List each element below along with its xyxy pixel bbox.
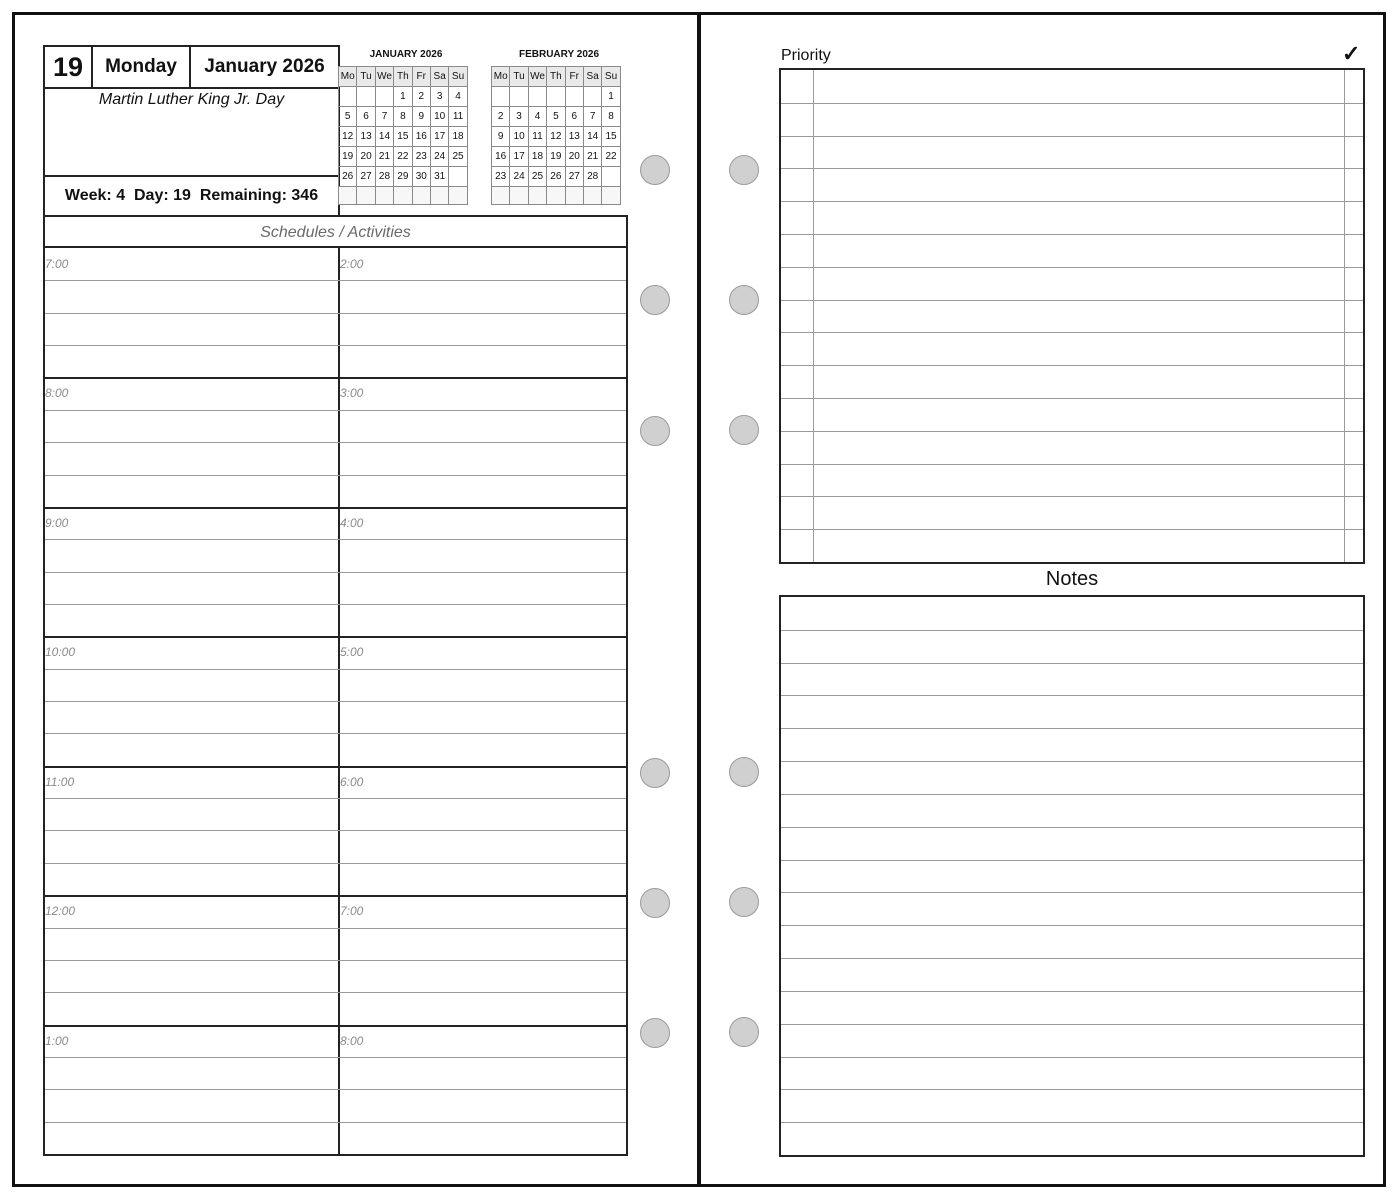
schedule-rule-line [45,863,626,864]
calendar-day-cell: 25 [528,167,546,187]
calendar-day-cell: 1 [394,87,412,107]
rule-line [781,431,1363,432]
time-label-right: 6:00 [340,774,364,789]
schedule-rule-line [45,960,626,961]
schedule-rule-line [45,280,626,281]
time-label-left: 1:00 [45,1033,69,1048]
calendar-day-cell: 18 [528,147,546,167]
right-page [698,12,1386,1187]
calendar-day-cell: 2 [412,87,430,107]
calendar-day-cell: 23 [492,167,510,187]
rule-line [781,300,1363,301]
calendar-day-cell: 11 [528,127,546,147]
rule-line [781,529,1363,530]
weekday-header: Mo [339,67,357,87]
time-label-left: 7:00 [45,257,69,271]
calendar-day-cell: 22 [394,147,412,167]
calendar-day-cell: 31 [430,167,448,187]
rule-line [781,827,1363,828]
calendar-day-cell: 22 [602,147,620,167]
rule-line [781,663,1363,664]
calendar-day-cell: 20 [565,147,583,167]
calendar-day-cell: 18 [449,127,467,147]
calendar-day-cell: 20 [357,147,375,167]
schedule-rule-line [45,442,626,443]
rule-line [781,464,1363,465]
time-label-right: 5:00 [340,645,364,660]
calendar-day-cell: 9 [492,127,510,147]
calendar-day-cell: 23 [412,147,430,167]
weekday-header: Th [394,67,412,87]
remaining-label: Remaining: [199,187,287,204]
calendar-day-cell: 26 [547,167,565,187]
rule-line [781,958,1363,959]
binder-hole [729,757,759,787]
schedule-rule-line [45,733,626,734]
calendar-day-cell [565,87,583,107]
calendar-day-cell: 4 [449,87,467,107]
calendar-day-cell [528,87,546,107]
calendar-day-cell: 16 [412,127,430,147]
week-label: Week: [64,187,112,204]
calendar-day-cell [357,187,375,205]
calendar-day-cell: 28 [375,167,393,187]
time-label-right: 8:00 [340,1033,364,1048]
calendar-day-cell: 8 [602,107,620,127]
calendar-day-cell [430,187,448,205]
calendar-day-cell: 24 [510,167,528,187]
hour-divider [45,377,626,379]
priority-list [779,68,1365,564]
schedule-rule-line [45,572,626,573]
binder-hole [640,758,670,788]
calendar-day-cell: 12 [339,127,357,147]
rule-line [781,1057,1363,1058]
rule-line [781,1122,1363,1123]
calendar-day-cell: 27 [357,167,375,187]
calendar-day-cell: 25 [449,147,467,167]
weekday-label: Monday [93,47,191,89]
rule-line [781,234,1363,235]
month-year-label: January 2026 [191,47,338,89]
priority-check-column-line [1344,70,1345,562]
calendar-day-cell [565,187,583,205]
rule-line [781,695,1363,696]
schedule-rule-line [45,410,626,411]
rule-line [781,925,1363,926]
calendar-day-cell [602,187,620,205]
rule-line [781,991,1363,992]
weekday-header: Tu [510,67,528,87]
schedule-rule-line [45,1089,626,1090]
mini-calendar-title-february: FEBRUARY 2026 [518,49,600,60]
time-label-left: 12:00 [45,904,76,919]
priority-margin-line [813,70,814,562]
calendar-day-cell: 16 [492,147,510,167]
weekday-header: We [528,67,546,87]
calendar-day-cell [339,87,357,107]
schedule-rule-line [45,313,626,314]
calendar-day-cell: 30 [412,167,430,187]
priority-title: Priority [781,47,831,64]
calendar-day-cell: 21 [583,147,601,167]
rule-line [781,1089,1363,1090]
calendar-day-cell [449,167,467,187]
rule-line [781,103,1363,104]
calendar-day-cell: 28 [583,167,601,187]
schedule-rule-line [45,604,626,605]
binder-hole [729,415,759,445]
calendar-day-cell: 21 [375,147,393,167]
calendar-day-cell [375,187,393,205]
calendar-day-cell: 17 [430,127,448,147]
calendar-day-cell [339,187,357,205]
schedule-rule-line [45,798,626,799]
calendar-day-cell: 6 [357,107,375,127]
calendar-day-cell: 5 [339,107,357,127]
calendar-day-cell: 8 [394,107,412,127]
calendar-day-cell: 3 [510,107,528,127]
calendar-day-cell: 13 [357,127,375,147]
time-label-right: 7:00 [340,904,364,919]
weekday-header: We [375,67,393,87]
calendar-day-cell: 24 [430,147,448,167]
weekday-header: Fr [565,67,583,87]
mini-calendar-february [491,66,621,205]
schedule-rule-line [45,701,626,702]
left-page [12,12,700,1187]
calendar-day-cell: 10 [430,107,448,127]
calendar-day-cell: 1 [602,87,620,107]
binder-hole [640,155,670,185]
schedule-rule-line [45,830,626,831]
rule-line [781,630,1363,631]
hour-divider [45,507,626,509]
binder-hole [640,1018,670,1048]
schedule-grid [43,215,628,1156]
binder-hole [640,888,670,918]
weekday-header: Fr [412,67,430,87]
rule-line [781,365,1363,366]
binder-hole [640,416,670,446]
rule-line [781,267,1363,268]
weekday-header: Mo [492,67,510,87]
calendar-day-cell: 15 [602,127,620,147]
weekday-header: Sa [430,67,448,87]
calendar-day-cell: 26 [339,167,357,187]
schedule-rule-line [45,669,626,670]
schedule-body [45,248,626,1154]
remaining-value: 346 [291,187,319,204]
calendar-day-cell: 14 [583,127,601,147]
rule-line [781,398,1363,399]
time-label-left: 8:00 [45,386,69,401]
time-label-left: 9:00 [45,515,69,530]
calendar-day-cell: 19 [547,147,565,167]
calendar-day-cell [492,187,510,205]
rule-line [781,1024,1363,1025]
time-label-left: 10:00 [45,645,76,660]
calendar-day-cell [583,87,601,107]
calendar-day-cell [357,87,375,107]
weekday-header: Sa [583,67,601,87]
schedule-rule-line [45,345,626,346]
rule-line [781,761,1363,762]
hour-divider [45,766,626,768]
calendar-day-cell [583,187,601,205]
calendar-day-cell [602,167,620,187]
day-label: Day: [133,187,169,204]
rule-line [781,332,1363,333]
hour-divider [45,1025,626,1027]
calendar-day-cell: 11 [449,107,467,127]
schedule-rule-line [45,475,626,476]
calendar-day-cell [528,187,546,205]
rule-line [781,136,1363,137]
date-header [43,45,340,217]
calendar-day-cell: 27 [565,167,583,187]
calendar-day-cell: 7 [375,107,393,127]
calendar-day-cell: 17 [510,147,528,167]
weekday-header: Tu [357,67,375,87]
calendar-day-cell: 10 [510,127,528,147]
rule-line [781,201,1363,202]
calendar-day-cell [449,187,467,205]
calendar-day-cell: 19 [339,147,357,167]
week-value: 4 [116,187,126,204]
calendar-day-cell [510,87,528,107]
calendar-day-cell: 4 [528,107,546,127]
calendar-day-cell [492,87,510,107]
calendar-day-cell: 15 [394,127,412,147]
schedule-rule-line [45,1057,626,1058]
calendar-day-cell: 2 [492,107,510,127]
schedule-rule-line [45,992,626,993]
calendar-day-cell: 7 [583,107,601,127]
day-value: 19 [173,187,191,204]
holiday-label: Martin Luther King Jr. Day [98,91,285,108]
checkmark-icon: ✓ [1342,41,1361,66]
calendar-day-cell: 14 [375,127,393,147]
rule-line [781,168,1363,169]
rule-line [781,892,1363,893]
calendar-day-cell: 13 [565,127,583,147]
time-label-right: 3:00 [340,386,364,401]
binder-hole [729,1017,759,1047]
calendar-day-cell: 29 [394,167,412,187]
binder-hole [729,155,759,185]
notes-area [779,595,1365,1157]
weekday-header: Su [449,67,467,87]
calendar-day-cell [510,187,528,205]
schedule-rule-line [45,928,626,929]
hour-divider [45,636,626,638]
calendar-day-cell: 3 [430,87,448,107]
rule-line [781,496,1363,497]
rule-line [781,794,1363,795]
calendar-day-cell: 9 [412,107,430,127]
hour-divider [45,895,626,897]
calendar-day-cell [547,187,565,205]
mini-calendar-title-january: JANUARY 2026 [369,49,443,60]
schedule-title: Schedules / Activities [45,217,626,248]
rule-line [781,728,1363,729]
day-number: 19 [45,47,93,89]
time-label-left: 11:00 [45,774,75,789]
time-label-right: 2:00 [340,257,364,271]
mini-calendar-january [338,66,468,205]
binder-hole [640,285,670,315]
calendar-day-cell [375,87,393,107]
calendar-day-cell: 5 [547,107,565,127]
year-progress [45,175,338,215]
calendar-day-cell: 12 [547,127,565,147]
time-label-right: 4:00 [340,515,364,530]
schedule-rule-line [45,1122,626,1123]
binder-hole [729,285,759,315]
calendar-day-cell [394,187,412,205]
calendar-day-cell [547,87,565,107]
weekday-header: Su [602,67,620,87]
calendar-day-cell: 6 [565,107,583,127]
rule-line [781,860,1363,861]
binder-hole [729,887,759,917]
schedule-rule-line [45,539,626,540]
calendar-day-cell [412,187,430,205]
weekday-header: Th [547,67,565,87]
notes-title: Notes [1045,568,1099,590]
